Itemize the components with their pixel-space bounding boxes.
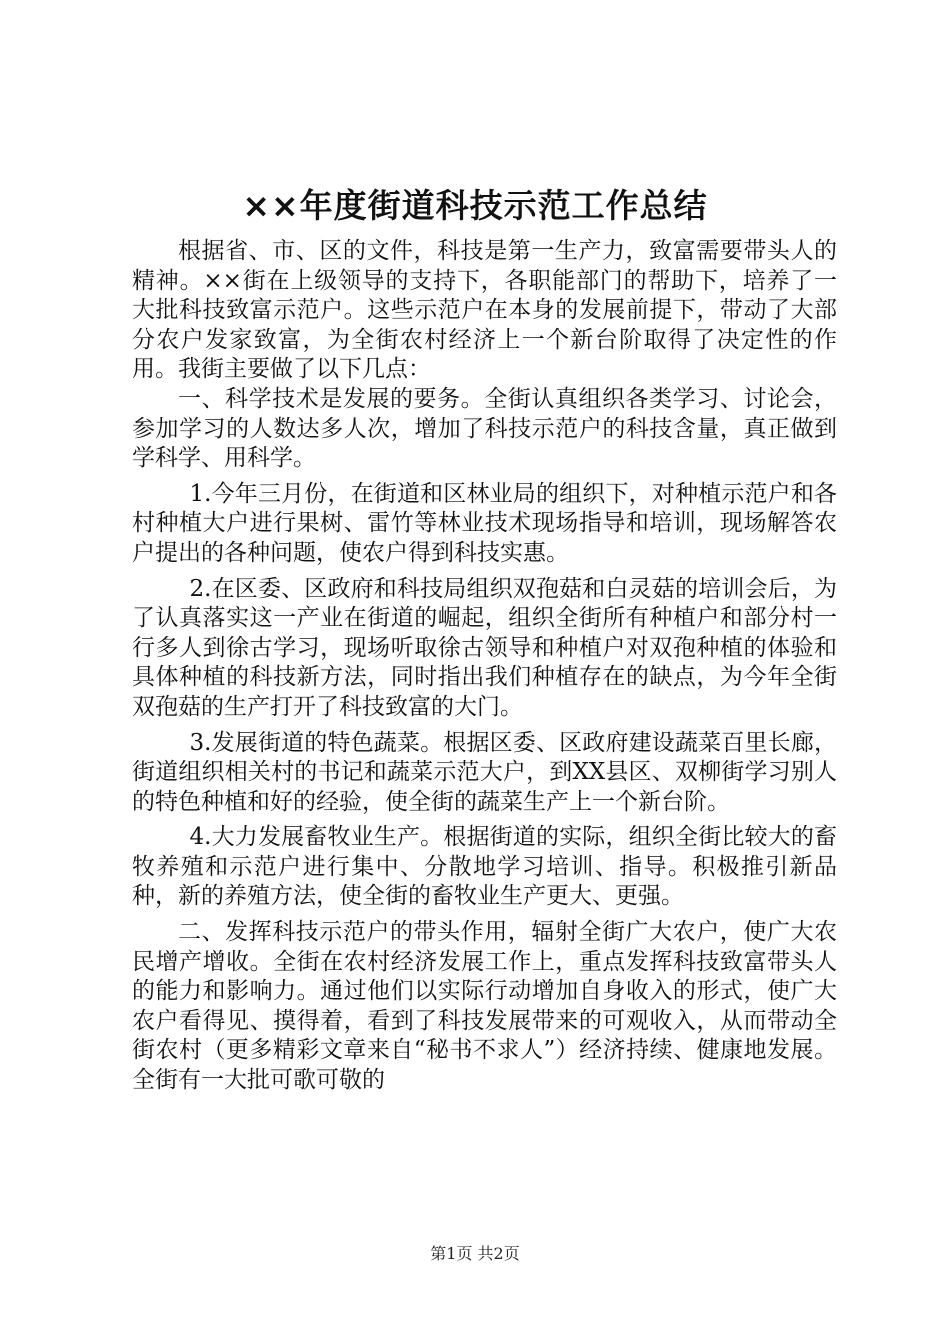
document-body [132,237,837,1096]
item-three-paragraph: 3.发展街道的特色蔬菜。根据区委、区政府建设蔬菜百里长廊，街道组织相关村的书记和蔬菜示范大户，到XX县区、双柳街学习别人的特色种植和好的经验，使全街的蔬菜生产上一个新台阶。 [132,729,837,815]
document-title: ××年度街道科技示范工作总结 [242,186,708,225]
section-two-paragraph: 二、发挥科技示范户的带头作用，辐射全街广大农户，使广大农民增产增收。全街在农村经济发展工作上，重点发挥科技致富带头人的能力和影响力。通过他们以实际行动增加自身收入的形式，使广大农户看得见、摸得着，看到了科技发展带来的可观收入，从而带动全街农村（更多精彩文章来自“秘书不求人”）经济持续、健康地发展。全街有一大批可歌可敬的 [132,919,837,1094]
intro-paragraph: 根据省、市、区的文件，科技是第一生产力，致富需要带头人的精神。××街在上级领导的支持下，各职能部门的帮助下，培养了一大批科技致富示范户。这些示范户在本身的发展前提下，带动了大部分农户发家致富，为全街农村经济上一个新台阶取得了决定性的作用。我街主要做了以下几点： [132,238,837,383]
item-one-paragraph: 1.今年三月份，在街道和区林业局的组织下，对种植示范户和各村种植大户进行果树、雷竹等林业技术现场指导和培训，现场解答农户提出的各种问题，使农户得到科技实惠。 [132,480,837,566]
page-number-footer: 第1页 共2页 [430,1244,520,1263]
section-one-paragraph: 一、科学技术是发展的要务。全街认真组织各类学习、讨论会，参加学习的人数达多人次，增加了科技示范户的科技含量，真正做到学科学、用科学。 [132,385,837,472]
item-four-paragraph: 4.大力发展畜牧业生产。根据街道的实际，组织全街比较大的畜牧养殖和示范户进行集中、分散地学习培训、指导。积极推引新品种，新的养殖方法，使全街的畜牧业生产更大、更强。 [132,824,837,910]
item-two-paragraph: 2.在区委、区政府和科技局组织双孢菇和白灵菇的培训会后，为了认真落实这一产业在街道的崛起，组织全街所有种植户和部分村一行多人到徐古学习，现场听取徐古领导和种植户对双孢种植的体验和具体种植的科技新方法，同时指出我们种植存在的缺点，为今年全街双孢菇的生产打开了科技致富的大门。 [132,575,837,720]
